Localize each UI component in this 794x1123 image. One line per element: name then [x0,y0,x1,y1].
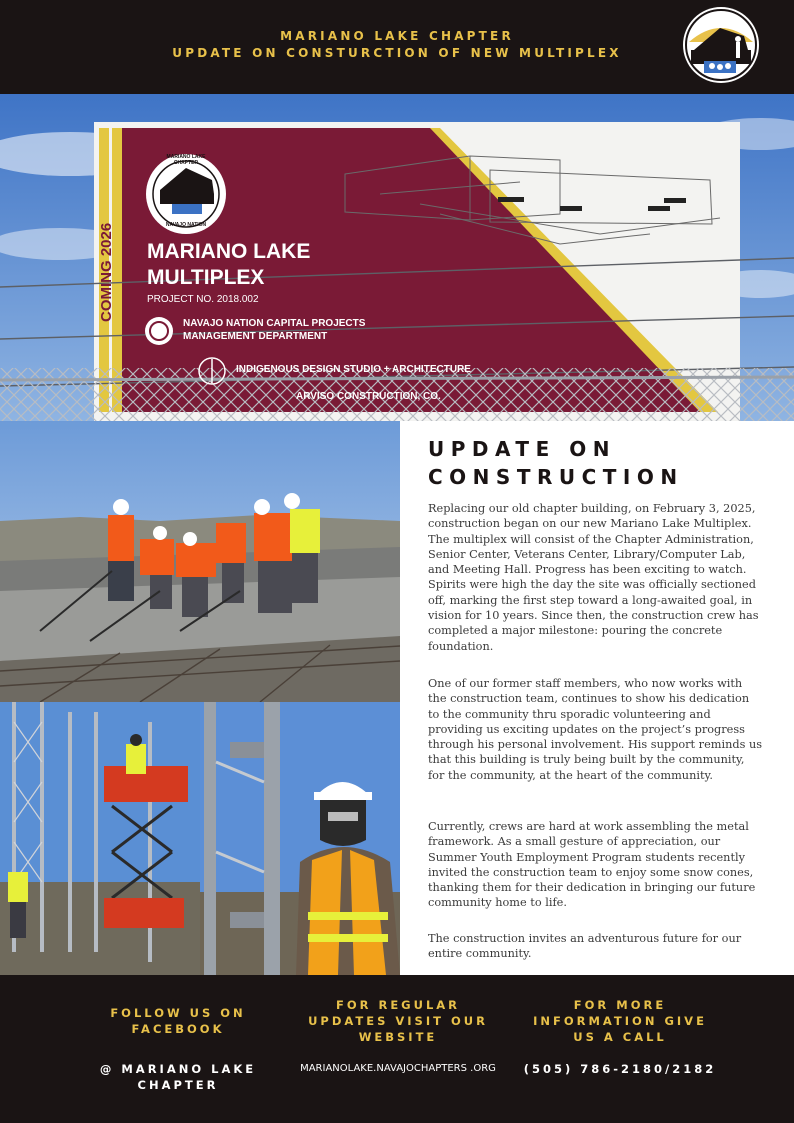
phone-number[interactable]: (505) 786-2180/2182 [523,1062,717,1076]
sign-seal-bottom: NAVAJO NATION [165,222,207,228]
website-heading: FOR REGULAR UPDATES VISIT OUR WEBSITE [308,998,488,1044]
footer-bar [0,975,794,1123]
header-bar [0,0,794,94]
concrete-pour-photo [0,421,400,702]
website-link[interactable]: MARIANOLAKE.NAVAJOCHAPTERS .ORG [300,1063,496,1074]
header-subtitle: UPDATE ON CONSTURCTION OF NEW MULTIPLEX [172,46,622,60]
article-paragraph-1: Replacing our old chapter building, on February 3, 2025, construction began on our new Mariano Lake Multiplex. The multiplex will consist of the Chapter Administration, Senior Center, Veterans Center, Library/Computer Lab, and Meeting Hall. Progress has been exciting to watch. Spirits were high the day the site was officially sectioned off, marking the first step toward a long-awaited goal, in vision for 10 years. Since then, the construction crew has completed a major milestone: pouring the concrete foundation. [428,502,759,653]
article-paragraph-4: The construction invites an adventurous future for our entire community. [428,932,742,961]
sign-seal-top: MARIANO LAKE CHAPTER [166,154,206,166]
sign-dept-line1: NAVAJO NATION CAPITAL PROJECTS [183,318,366,329]
sign-name-line1: MARIANO LAKE [147,240,311,263]
sign-photo [0,94,794,421]
phone-number-block [510,1061,730,1077]
article-title-line2: CONSTRUCTION [428,465,684,489]
article-title-line1: UPDATE ON [428,437,616,461]
website-link-block [300,1063,496,1074]
sign-coming-2026: COMING 2026 [98,222,115,322]
capital-projects-seal-icon [144,316,174,346]
facebook-handle[interactable]: @ MARIANO LAKE CHAPTER [99,1062,257,1092]
sign-architect: INDIGENOUS DESIGN STUDIO + ARCHITECTURE [236,364,471,375]
metal-framework-photo [0,702,200,975]
sign-name-line2: MULTIPLEX [147,266,265,289]
article-panel [400,421,794,975]
website-section [298,997,498,1045]
phone-section [520,997,720,1045]
facebook-handle-block [86,1061,270,1093]
chapter-seal-icon [682,6,760,84]
article-paragraph-2: One of our former staff members, who now works with the construction team, continues to show his dedication to the community thru sporadic volunteering and providing us exciting updates on the project’s progress through his personal involvement. His support reminds us that this building is truly being built by the community, for the community, at the heart of the community. [428,677,763,782]
article-paragraph-3: Currently, crews are hard at work assembling the metal framework. As a small gesture of appreciation, our Summer Youth Employment Program students recently invited the construction team to enjoy some snow cones, thanking them for their dedication in bringing our future community home to life. [428,820,756,910]
sign-contractor: ARVISO CONSTRUCTION, CO. [296,391,441,402]
header-chapter-name: MARIANO LAKE CHAPTER [280,29,514,43]
facebook-section [98,1005,258,1037]
phone-heading: FOR MORE INFORMATION GIVE US A CALL [533,998,707,1044]
facebook-heading: FOLLOW US ON FACEBOOK [110,1006,246,1036]
worker-portrait-photo [200,702,400,975]
design-studio-logo-icon [196,356,228,386]
sign-dept-line2: MANAGEMENT DEPARTMENT [183,331,328,342]
sign-project-no: PROJECT NO. 2018.002 [147,294,259,305]
